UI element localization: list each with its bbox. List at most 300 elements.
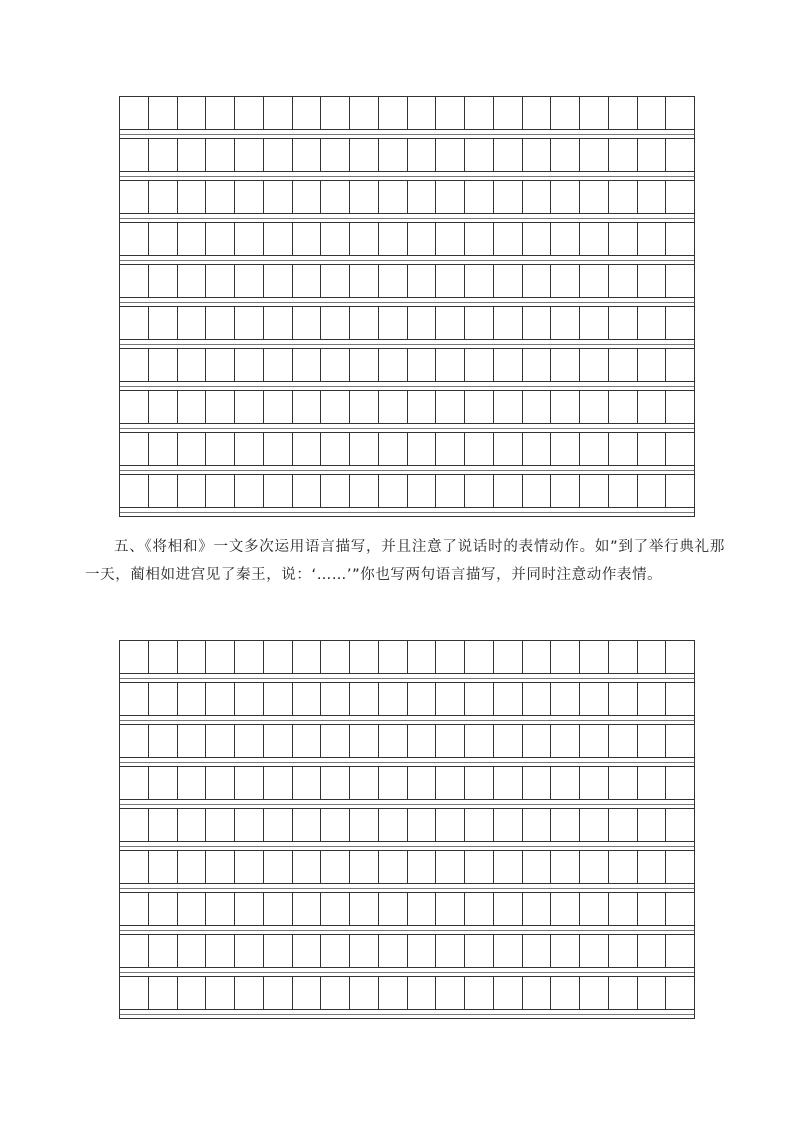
grid-cell[interactable] (436, 809, 465, 842)
grid-cell[interactable] (523, 977, 552, 1010)
grid-cell[interactable] (465, 433, 494, 466)
grid-cell[interactable] (465, 809, 494, 842)
grid-cell[interactable] (465, 265, 494, 298)
grid-cell[interactable] (321, 475, 350, 508)
grid-cell[interactable] (178, 683, 207, 716)
grid-cell[interactable] (235, 181, 264, 214)
grid-cell[interactable] (350, 223, 379, 256)
grid-cell[interactable] (206, 475, 235, 508)
grid-cell[interactable] (523, 935, 552, 968)
grid-cell[interactable] (436, 391, 465, 424)
grid-cell[interactable] (523, 139, 552, 172)
grid-cell[interactable] (465, 181, 494, 214)
grid-cell[interactable] (350, 307, 379, 340)
grid-cell[interactable] (638, 851, 667, 884)
grid-cell[interactable] (436, 851, 465, 884)
grid-cell[interactable] (523, 641, 552, 674)
grid-cell[interactable] (321, 97, 350, 130)
grid-cell[interactable] (436, 683, 465, 716)
grid-cell[interactable] (666, 223, 695, 256)
grid-cell[interactable] (551, 181, 580, 214)
grid-cell[interactable] (293, 391, 322, 424)
grid-cell[interactable] (609, 977, 638, 1010)
grid-cell[interactable] (551, 307, 580, 340)
grid-cell[interactable] (638, 935, 667, 968)
grid-cell[interactable] (149, 391, 178, 424)
grid-cell[interactable] (293, 683, 322, 716)
grid-cell[interactable] (580, 725, 609, 758)
grid-cell[interactable] (408, 265, 437, 298)
grid-cell[interactable] (149, 349, 178, 382)
grid-cell[interactable] (523, 809, 552, 842)
grid-cell[interactable] (666, 935, 695, 968)
grid-cell[interactable] (551, 809, 580, 842)
grid-cell[interactable] (609, 641, 638, 674)
grid-cell[interactable] (293, 767, 322, 800)
grid-cell[interactable] (120, 391, 149, 424)
grid-cell[interactable] (408, 475, 437, 508)
grid-cell[interactable] (666, 809, 695, 842)
grid-cell[interactable] (178, 223, 207, 256)
grid-cell[interactable] (235, 97, 264, 130)
grid-cell[interactable] (206, 977, 235, 1010)
grid-cell[interactable] (321, 307, 350, 340)
grid-cell[interactable] (408, 139, 437, 172)
grid-cell[interactable] (350, 391, 379, 424)
grid-cell[interactable] (321, 181, 350, 214)
grid-cell[interactable] (609, 935, 638, 968)
grid-cell[interactable] (379, 391, 408, 424)
grid-cell[interactable] (321, 223, 350, 256)
grid-cell[interactable] (551, 683, 580, 716)
grid-cell[interactable] (379, 767, 408, 800)
grid-cell[interactable] (408, 433, 437, 466)
grid-cell[interactable] (465, 725, 494, 758)
grid-cell[interactable] (580, 475, 609, 508)
grid-cell[interactable] (638, 139, 667, 172)
grid-cell[interactable] (408, 641, 437, 674)
grid-cell[interactable] (436, 97, 465, 130)
grid-cell[interactable] (235, 433, 264, 466)
grid-cell[interactable] (350, 265, 379, 298)
grid-cell[interactable] (494, 935, 523, 968)
grid-cell[interactable] (408, 977, 437, 1010)
grid-cell[interactable] (206, 181, 235, 214)
grid-cell[interactable] (120, 307, 149, 340)
grid-cell[interactable] (523, 851, 552, 884)
grid-cell[interactable] (350, 893, 379, 926)
grid-cell[interactable] (379, 641, 408, 674)
grid-cell[interactable] (580, 683, 609, 716)
grid-cell[interactable] (638, 223, 667, 256)
grid-cell[interactable] (551, 349, 580, 382)
grid-cell[interactable] (551, 265, 580, 298)
grid-cell[interactable] (149, 641, 178, 674)
grid-cell[interactable] (523, 725, 552, 758)
grid-cell[interactable] (235, 265, 264, 298)
grid-cell[interactable] (408, 97, 437, 130)
grid-cell[interactable] (235, 893, 264, 926)
grid-cell[interactable] (264, 433, 293, 466)
grid-cell[interactable] (350, 641, 379, 674)
grid-cell[interactable] (666, 433, 695, 466)
grid-cell[interactable] (178, 307, 207, 340)
grid-cell[interactable] (609, 809, 638, 842)
grid-cell[interactable] (264, 475, 293, 508)
grid-cell[interactable] (436, 433, 465, 466)
grid-cell[interactable] (206, 809, 235, 842)
grid-cell[interactable] (666, 893, 695, 926)
grid-cell[interactable] (321, 641, 350, 674)
grid-cell[interactable] (609, 767, 638, 800)
grid-cell[interactable] (379, 223, 408, 256)
grid-cell[interactable] (149, 725, 178, 758)
grid-cell[interactable] (264, 307, 293, 340)
grid-cell[interactable] (235, 391, 264, 424)
grid-cell[interactable] (609, 139, 638, 172)
grid-cell[interactable] (293, 139, 322, 172)
grid-cell[interactable] (235, 223, 264, 256)
grid-cell[interactable] (666, 97, 695, 130)
grid-cell[interactable] (178, 265, 207, 298)
grid-cell[interactable] (350, 935, 379, 968)
grid-cell[interactable] (235, 767, 264, 800)
grid-cell[interactable] (149, 935, 178, 968)
grid-cell[interactable] (523, 265, 552, 298)
grid-cell[interactable] (149, 977, 178, 1010)
grid-cell[interactable] (350, 977, 379, 1010)
grid-cell[interactable] (523, 307, 552, 340)
grid-cell[interactable] (523, 475, 552, 508)
grid-cell[interactable] (494, 725, 523, 758)
grid-cell[interactable] (609, 181, 638, 214)
grid-cell[interactable] (235, 139, 264, 172)
grid-cell[interactable] (638, 391, 667, 424)
grid-cell[interactable] (293, 809, 322, 842)
grid-cell[interactable] (436, 475, 465, 508)
grid-cell[interactable] (523, 767, 552, 800)
grid-cell[interactable] (465, 683, 494, 716)
grid-cell[interactable] (120, 935, 149, 968)
grid-cell[interactable] (580, 935, 609, 968)
grid-cell[interactable] (350, 475, 379, 508)
grid-cell[interactable] (206, 139, 235, 172)
grid-cell[interactable] (638, 725, 667, 758)
grid-cell[interactable] (551, 935, 580, 968)
grid-cell[interactable] (465, 851, 494, 884)
grid-cell[interactable] (436, 893, 465, 926)
grid-cell[interactable] (638, 433, 667, 466)
grid-cell[interactable] (120, 809, 149, 842)
grid-cell[interactable] (580, 391, 609, 424)
grid-cell[interactable] (235, 977, 264, 1010)
grid-cell[interactable] (379, 809, 408, 842)
grid-cell[interactable] (379, 893, 408, 926)
grid-cell[interactable] (523, 349, 552, 382)
grid-cell[interactable] (523, 433, 552, 466)
grid-cell[interactable] (408, 767, 437, 800)
grid-cell[interactable] (465, 307, 494, 340)
grid-cell[interactable] (321, 935, 350, 968)
grid-cell[interactable] (264, 641, 293, 674)
grid-cell[interactable] (666, 391, 695, 424)
grid-cell[interactable] (321, 433, 350, 466)
grid-cell[interactable] (293, 223, 322, 256)
grid-cell[interactable] (178, 977, 207, 1010)
grid-cell[interactable] (666, 475, 695, 508)
grid-cell[interactable] (264, 265, 293, 298)
grid-cell[interactable] (178, 433, 207, 466)
grid-cell[interactable] (379, 181, 408, 214)
grid-cell[interactable] (235, 809, 264, 842)
grid-cell[interactable] (293, 307, 322, 340)
grid-cell[interactable] (379, 349, 408, 382)
grid-cell[interactable] (436, 307, 465, 340)
grid-cell[interactable] (235, 851, 264, 884)
grid-cell[interactable] (149, 223, 178, 256)
grid-cell[interactable] (206, 893, 235, 926)
grid-cell[interactable] (494, 181, 523, 214)
grid-cell[interactable] (149, 683, 178, 716)
grid-cell[interactable] (293, 349, 322, 382)
grid-cell[interactable] (149, 809, 178, 842)
grid-cell[interactable] (494, 809, 523, 842)
grid-cell[interactable] (379, 433, 408, 466)
grid-cell[interactable] (206, 223, 235, 256)
grid-cell[interactable] (149, 475, 178, 508)
grid-cell[interactable] (178, 851, 207, 884)
grid-cell[interactable] (379, 977, 408, 1010)
grid-cell[interactable] (178, 725, 207, 758)
grid-cell[interactable] (350, 767, 379, 800)
grid-cell[interactable] (293, 893, 322, 926)
grid-cell[interactable] (551, 223, 580, 256)
grid-cell[interactable] (609, 391, 638, 424)
grid-cell[interactable] (580, 181, 609, 214)
grid-cell[interactable] (494, 977, 523, 1010)
grid-cell[interactable] (206, 683, 235, 716)
grid-cell[interactable] (436, 935, 465, 968)
grid-cell[interactable] (551, 139, 580, 172)
grid-cell[interactable] (206, 433, 235, 466)
grid-cell[interactable] (350, 433, 379, 466)
grid-cell[interactable] (235, 641, 264, 674)
grid-cell[interactable] (178, 139, 207, 172)
grid-cell[interactable] (408, 223, 437, 256)
grid-cell[interactable] (638, 265, 667, 298)
grid-cell[interactable] (465, 223, 494, 256)
grid-cell[interactable] (465, 641, 494, 674)
grid-cell[interactable] (523, 683, 552, 716)
grid-cell[interactable] (350, 349, 379, 382)
grid-cell[interactable] (666, 683, 695, 716)
grid-cell[interactable] (321, 349, 350, 382)
grid-cell[interactable] (120, 851, 149, 884)
grid-cell[interactable] (580, 307, 609, 340)
grid-cell[interactable] (264, 893, 293, 926)
grid-cell[interactable] (408, 349, 437, 382)
grid-cell[interactable] (264, 851, 293, 884)
grid-cell[interactable] (465, 139, 494, 172)
grid-cell[interactable] (379, 851, 408, 884)
grid-cell[interactable] (551, 767, 580, 800)
grid-cell[interactable] (379, 97, 408, 130)
grid-cell[interactable] (178, 181, 207, 214)
grid-cell[interactable] (523, 391, 552, 424)
grid-cell[interactable] (638, 307, 667, 340)
grid-cell[interactable] (120, 265, 149, 298)
grid-cell[interactable] (523, 223, 552, 256)
grid-cell[interactable] (321, 977, 350, 1010)
grid-cell[interactable] (321, 139, 350, 172)
grid-cell[interactable] (436, 349, 465, 382)
grid-cell[interactable] (120, 725, 149, 758)
grid-cell[interactable] (638, 767, 667, 800)
grid-cell[interactable] (264, 349, 293, 382)
grid-cell[interactable] (551, 433, 580, 466)
grid-cell[interactable] (494, 265, 523, 298)
grid-cell[interactable] (350, 181, 379, 214)
grid-cell[interactable] (551, 391, 580, 424)
grid-cell[interactable] (235, 935, 264, 968)
grid-cell[interactable] (120, 223, 149, 256)
grid-cell[interactable] (580, 139, 609, 172)
grid-cell[interactable] (379, 935, 408, 968)
grid-cell[interactable] (321, 265, 350, 298)
grid-cell[interactable] (264, 935, 293, 968)
grid-cell[interactable] (408, 809, 437, 842)
grid-cell[interactable] (264, 139, 293, 172)
grid-cell[interactable] (666, 767, 695, 800)
grid-cell[interactable] (321, 851, 350, 884)
grid-cell[interactable] (264, 181, 293, 214)
grid-cell[interactable] (580, 809, 609, 842)
grid-cell[interactable] (494, 851, 523, 884)
grid-cell[interactable] (638, 349, 667, 382)
grid-cell[interactable] (293, 433, 322, 466)
grid-cell[interactable] (178, 893, 207, 926)
grid-cell[interactable] (494, 475, 523, 508)
grid-cell[interactable] (580, 265, 609, 298)
grid-cell[interactable] (149, 307, 178, 340)
grid-cell[interactable] (523, 181, 552, 214)
grid-cell[interactable] (120, 977, 149, 1010)
grid-cell[interactable] (580, 97, 609, 130)
grid-cell[interactable] (551, 851, 580, 884)
grid-cell[interactable] (609, 683, 638, 716)
grid-cell[interactable] (638, 809, 667, 842)
grid-cell[interactable] (609, 349, 638, 382)
grid-cell[interactable] (666, 307, 695, 340)
grid-cell[interactable] (178, 641, 207, 674)
grid-cell[interactable] (551, 725, 580, 758)
grid-cell[interactable] (321, 809, 350, 842)
grid-cell[interactable] (120, 97, 149, 130)
grid-cell[interactable] (494, 683, 523, 716)
grid-cell[interactable] (494, 97, 523, 130)
grid-cell[interactable] (465, 767, 494, 800)
grid-cell[interactable] (580, 349, 609, 382)
grid-cell[interactable] (408, 683, 437, 716)
grid-cell[interactable] (465, 935, 494, 968)
grid-cell[interactable] (178, 349, 207, 382)
grid-cell[interactable] (264, 391, 293, 424)
grid-cell[interactable] (206, 307, 235, 340)
grid-cell[interactable] (551, 97, 580, 130)
grid-cell[interactable] (350, 851, 379, 884)
grid-cell[interactable] (436, 977, 465, 1010)
grid-cell[interactable] (264, 97, 293, 130)
grid-cell[interactable] (408, 893, 437, 926)
grid-cell[interactable] (350, 725, 379, 758)
grid-cell[interactable] (638, 475, 667, 508)
grid-cell[interactable] (379, 265, 408, 298)
grid-cell[interactable] (120, 641, 149, 674)
grid-cell[interactable] (494, 433, 523, 466)
grid-cell[interactable] (494, 641, 523, 674)
grid-cell[interactable] (178, 809, 207, 842)
grid-cell[interactable] (436, 139, 465, 172)
grid-cell[interactable] (580, 977, 609, 1010)
grid-cell[interactable] (494, 139, 523, 172)
grid-cell[interactable] (494, 893, 523, 926)
grid-cell[interactable] (206, 851, 235, 884)
grid-cell[interactable] (638, 181, 667, 214)
grid-cell[interactable] (178, 767, 207, 800)
grid-cell[interactable] (350, 139, 379, 172)
grid-cell[interactable] (350, 683, 379, 716)
grid-cell[interactable] (408, 307, 437, 340)
grid-cell[interactable] (609, 893, 638, 926)
grid-cell[interactable] (666, 181, 695, 214)
grid-cell[interactable] (436, 641, 465, 674)
grid-cell[interactable] (580, 893, 609, 926)
grid-cell[interactable] (206, 391, 235, 424)
grid-cell[interactable] (609, 97, 638, 130)
grid-cell[interactable] (436, 181, 465, 214)
grid-cell[interactable] (235, 683, 264, 716)
grid-cell[interactable] (120, 139, 149, 172)
grid-cell[interactable] (293, 475, 322, 508)
grid-cell[interactable] (436, 725, 465, 758)
grid-cell[interactable] (609, 223, 638, 256)
grid-cell[interactable] (178, 475, 207, 508)
grid-cell[interactable] (120, 683, 149, 716)
grid-cell[interactable] (264, 223, 293, 256)
grid-cell[interactable] (551, 893, 580, 926)
grid-cell[interactable] (580, 767, 609, 800)
grid-cell[interactable] (408, 725, 437, 758)
grid-cell[interactable] (523, 893, 552, 926)
grid-cell[interactable] (666, 641, 695, 674)
grid-cell[interactable] (178, 935, 207, 968)
grid-cell[interactable] (120, 349, 149, 382)
grid-cell[interactable] (149, 139, 178, 172)
grid-cell[interactable] (293, 977, 322, 1010)
grid-cell[interactable] (609, 265, 638, 298)
grid-cell[interactable] (235, 349, 264, 382)
grid-cell[interactable] (149, 265, 178, 298)
grid-cell[interactable] (235, 307, 264, 340)
grid-cell[interactable] (293, 935, 322, 968)
grid-cell[interactable] (638, 641, 667, 674)
grid-cell[interactable] (379, 307, 408, 340)
grid-cell[interactable] (494, 767, 523, 800)
grid-cell[interactable] (120, 433, 149, 466)
grid-cell[interactable] (551, 977, 580, 1010)
grid-cell[interactable] (293, 97, 322, 130)
grid-cell[interactable] (321, 893, 350, 926)
